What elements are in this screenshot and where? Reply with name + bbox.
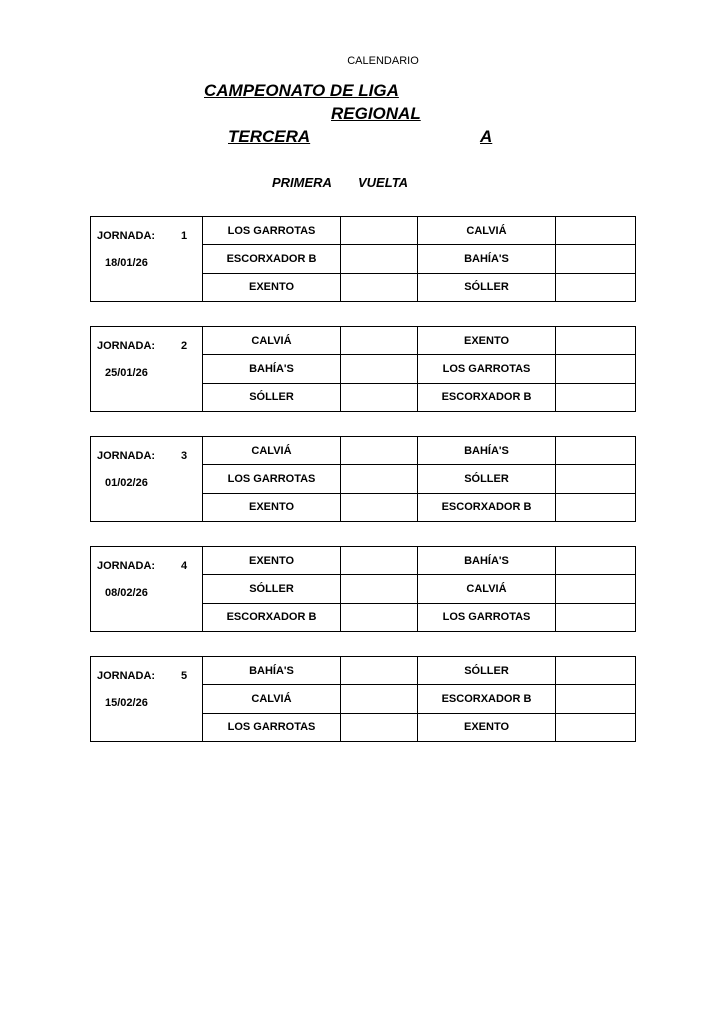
away-team: CALVIÁ: [418, 217, 556, 245]
home-team: SÓLLER: [203, 575, 341, 603]
round-table: [90, 546, 636, 632]
away-score-cell: [556, 657, 636, 685]
away-score-cell: [556, 383, 636, 411]
match-row: [91, 217, 636, 245]
away-score-cell: [556, 437, 636, 465]
home-team: CALVIÁ: [203, 437, 341, 465]
jornada-date: 25/01/26: [105, 367, 148, 379]
jornada-label: JORNADA:: [97, 670, 156, 682]
away-team: BAHÍA'S: [418, 437, 556, 465]
away-score-cell: [556, 575, 636, 603]
home-score-cell: [341, 327, 418, 355]
subtitle-primera: PRIMERA: [272, 175, 332, 190]
match-row: [91, 327, 636, 355]
home-team: BAHÍA'S: [203, 657, 341, 685]
home-team: CALVIÁ: [203, 327, 341, 355]
title-line-2: REGIONAL: [331, 104, 421, 123]
home-score-cell: [341, 713, 418, 741]
home-team: ESCORXADOR B: [203, 245, 341, 273]
home-score-cell: [341, 493, 418, 521]
home-team: SÓLLER: [203, 383, 341, 411]
match-row: [91, 547, 636, 575]
match-row: [91, 437, 636, 465]
round-info: [91, 327, 203, 412]
home-team: EXENTO: [203, 547, 341, 575]
jornada-label: JORNADA:: [97, 230, 156, 242]
jornada-number: 1: [181, 230, 188, 242]
home-score-cell: [341, 217, 418, 245]
away-score-cell: [556, 713, 636, 741]
home-score-cell: [341, 273, 418, 301]
home-score-cell: [341, 383, 418, 411]
jornada-number: 3: [181, 450, 188, 462]
away-score-cell: [556, 273, 636, 301]
home-score-cell: [341, 437, 418, 465]
away-team: BAHÍA'S: [418, 547, 556, 575]
round-info: [91, 547, 203, 632]
home-score-cell: [341, 685, 418, 713]
subtitle-vuelta: VUELTA: [358, 175, 409, 190]
jornada-label: JORNADA:: [97, 560, 156, 572]
away-team: SÓLLER: [418, 273, 556, 301]
round-table: [90, 436, 636, 522]
home-team: CALVIÁ: [203, 685, 341, 713]
away-score-cell: [556, 547, 636, 575]
home-score-cell: [341, 575, 418, 603]
jornada-date: 18/01/26: [105, 257, 148, 269]
home-score-cell: [341, 355, 418, 383]
jornada-date: 08/02/26: [105, 587, 148, 599]
away-team: LOS GARROTAS: [418, 603, 556, 631]
home-team: EXENTO: [203, 273, 341, 301]
away-team: CALVIÁ: [418, 575, 556, 603]
away-team: SÓLLER: [418, 465, 556, 493]
jornada-number: 5: [181, 670, 188, 682]
home-score-cell: [341, 603, 418, 631]
away-team: ESCORXADOR B: [418, 383, 556, 411]
away-score-cell: [556, 465, 636, 493]
away-score-cell: [556, 327, 636, 355]
jornada-date: 15/02/26: [105, 697, 148, 709]
away-score-cell: [556, 493, 636, 521]
calendar-label: CALENDARIO: [347, 55, 419, 67]
round-info: [91, 657, 203, 742]
jornada-number: 4: [181, 560, 188, 572]
home-score-cell: [341, 245, 418, 273]
jornada-label: JORNADA:: [97, 340, 156, 352]
round-info: [91, 437, 203, 522]
away-team: BAHÍA'S: [418, 245, 556, 273]
away-score-cell: [556, 685, 636, 713]
home-team: BAHÍA'S: [203, 355, 341, 383]
title-group: A: [480, 127, 493, 146]
round-info: [91, 217, 203, 302]
away-score-cell: [556, 217, 636, 245]
jornada-label: JORNADA:: [97, 450, 156, 462]
home-score-cell: [341, 657, 418, 685]
round-table: [90, 656, 636, 742]
away-team: EXENTO: [418, 327, 556, 355]
title-line-1: CAMPEONATO DE LIGA: [204, 81, 399, 100]
home-team: EXENTO: [203, 493, 341, 521]
jornada-number: 2: [181, 340, 188, 352]
home-team: LOS GARROTAS: [203, 217, 341, 245]
round-table: [90, 326, 636, 412]
home-team: ESCORXADOR B: [203, 603, 341, 631]
match-row: [91, 657, 636, 685]
away-score-cell: [556, 245, 636, 273]
round-table: [90, 216, 636, 302]
home-score-cell: [341, 547, 418, 575]
jornada-date: 01/02/26: [105, 477, 148, 489]
home-score-cell: [341, 465, 418, 493]
away-team: LOS GARROTAS: [418, 355, 556, 383]
away-team: ESCORXADOR B: [418, 685, 556, 713]
away-team: EXENTO: [418, 713, 556, 741]
title-division: TERCERA: [228, 127, 311, 146]
away-score-cell: [556, 355, 636, 383]
away-team: ESCORXADOR B: [418, 493, 556, 521]
home-team: LOS GARROTAS: [203, 713, 341, 741]
away-team: SÓLLER: [418, 657, 556, 685]
home-team: LOS GARROTAS: [203, 465, 341, 493]
away-score-cell: [556, 603, 636, 631]
